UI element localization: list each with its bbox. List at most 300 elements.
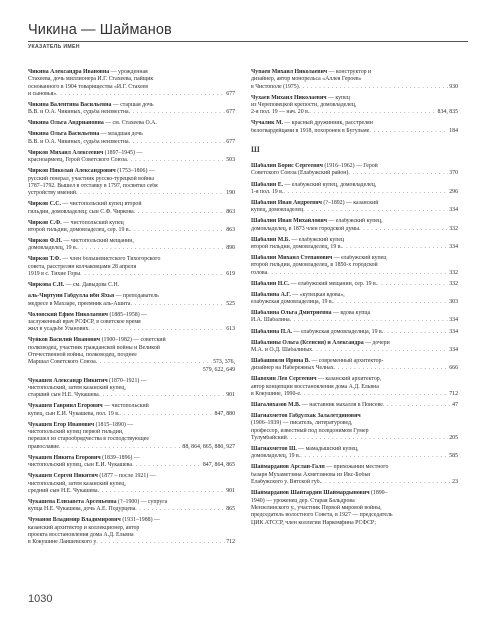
entry-line-with-page: [251, 453, 458, 460]
entry-name: Чоловский Ефим Николаевич: [28, 311, 108, 318]
entry-name: Чукашев Гавриил Егорович: [28, 403, 103, 410]
page-reference: 370: [449, 170, 458, 177]
index-entry: [28, 120, 235, 127]
index-entry: [251, 281, 458, 288]
entry-line: основанного в 1904 товарищества «И.Г. Стахеев: [28, 83, 149, 90]
entry-heading-line: Чукашев Александр Никитич (1870–1921) —: [28, 377, 147, 384]
page-reference: 525: [226, 300, 235, 307]
index-entry: [251, 200, 458, 215]
entry-line: совета, расстрелян колчаковцами 28 апреля: [28, 263, 137, 270]
page-reference: 573, 376,: [213, 359, 235, 366]
index-subtitle: УКАЗАТЕЛЬ ИМЕН: [28, 44, 80, 50]
entry-text: Советского Союза (Елабужский район): [251, 170, 349, 177]
index-entry: [28, 517, 235, 546]
index-entry: [28, 282, 235, 289]
page-reference: 865: [226, 506, 235, 513]
entry-heading-line: Чукашев Егор Иванович (1815–1890) —: [28, 421, 134, 428]
leader-dots: [290, 317, 449, 324]
leader-dots: [80, 271, 225, 278]
page-reference: 847, 864, 865: [202, 462, 235, 469]
entry-name: Чирков С.С.: [28, 201, 61, 208]
entry-line: автор концепции восстановления дома А.Д. Ельвна: [251, 383, 379, 390]
entry-text: чистопольский купец, сын Е.И. Чукашева: [28, 462, 132, 469]
entry-heading-line: Шаймарданов Шайтардин Шаймардынович (1890–: [251, 490, 388, 497]
entry-line-with-page: [251, 435, 458, 442]
index-entry: [251, 413, 458, 442]
entry-line-with-page: [251, 207, 458, 214]
entry-name: Чикина Валентина Васильевна: [28, 102, 112, 109]
entry-heading-line: Чикина Ольга Васильевна — младшая дочь: [28, 131, 143, 138]
entry-line: русский генерал, участник русско-турецкой войны: [28, 175, 154, 182]
entry-name: Чуманов Владимир Владимирович: [28, 517, 121, 524]
entry-line: чистопольский, затем казанский купец,: [28, 480, 126, 487]
leader-dots: [59, 444, 181, 451]
entry-text: домовладелец, 19 в.: [28, 245, 78, 252]
page-reference: 334: [449, 346, 458, 353]
entry-line-with-page: [251, 479, 458, 486]
entry-heading-line: Чукашева Елизавета Арсеньевна (?–1900) — супруга: [28, 498, 168, 505]
index-entry: [28, 238, 235, 253]
leader-dots: [312, 347, 448, 354]
index-entry: [251, 255, 458, 277]
entry-line: базаря Мухаметзяна Ахметзянова из Икс-Бобьи: [251, 471, 371, 478]
entry-line-with-page: [28, 271, 235, 278]
page-reference: 205: [449, 435, 458, 442]
entry-name: Шабалин Иван Михайлович: [251, 218, 328, 225]
entry-line-with-page: [28, 326, 235, 333]
page-reference: 847, 880: [214, 410, 235, 417]
page-reference: 619: [226, 271, 235, 278]
entry-heading-line: Чоловский Ефим Николаевич (1885–1958) —: [28, 311, 147, 318]
entry-text: домовладелец, 19 в.: [251, 453, 301, 460]
entry-heading-line: Чупаев Михаил Николаевич — конструктор и: [251, 69, 372, 75]
entry-heading-line: Шабалина А.Г. — «купецкая вдова»,: [251, 291, 345, 298]
page-reference: 613: [226, 326, 235, 333]
entry-name: Шабалина Ольга Дмитриевна: [251, 310, 332, 317]
entry-text: домовладелец, в 1873 член городской думы: [251, 225, 360, 232]
leader-dots: [129, 139, 226, 146]
leader-dots: [56, 91, 225, 98]
entry-line: Стахеева, дочь миллионера И.Г. Стахеева, пайщик: [28, 76, 154, 83]
entry-text: Шабалин Н.С. — елабужский мещанин, сер. 19 в.: [251, 280, 378, 287]
entry-line-with-page: [251, 329, 458, 336]
entry-heading-line: Шабалины Ольга (Ксенсия) и Александра — дочери: [251, 339, 390, 346]
page-reference: 901: [226, 487, 235, 494]
entry-name: Чирков Ф.Н.: [28, 238, 63, 245]
entry-name: Чикина Ольга Андриановна: [28, 120, 104, 127]
entry-line-with-page: [28, 444, 235, 451]
entry-line-with-page: [251, 365, 458, 372]
entry-heading-line: Чукашев Сергей Никитич (1877 – после 1921) —: [28, 473, 156, 480]
entry-heading-line: Шаймарданов Арслан-Галп — прихожанин местного: [251, 464, 389, 471]
entry-text: И.А. Шабалина: [251, 317, 290, 324]
entry-line-with-page: [251, 84, 458, 91]
entry-name: Чукашев Егор Иванович: [28, 421, 95, 428]
leader-dots: [76, 190, 225, 197]
page-reference: 23: [452, 479, 458, 486]
index-entry: [28, 102, 235, 117]
entry-name: Шабалин М.Б.: [251, 236, 291, 243]
entry-text: 1919 в с. Тихие Горы: [28, 271, 81, 278]
page-reference: 834, 835: [437, 109, 458, 116]
entry-name: Чирков Т.Ф.: [28, 256, 61, 263]
index-entry: [251, 402, 458, 409]
entry-line-with-page: [28, 157, 235, 164]
entry-line-with-page: [28, 539, 235, 546]
leader-dots: [131, 301, 226, 308]
index-entry: [28, 499, 235, 514]
entry-heading-line: Чирков Михаил Алексеевич (1897–1945) —: [28, 149, 143, 156]
entry-line-with-page: [28, 91, 235, 98]
index-entry: [28, 220, 235, 235]
entry-text: в Кокушине Лаишевского у: [28, 539, 97, 546]
entry-name: Чуйков Василий Иванович: [28, 337, 101, 344]
index-entry: [28, 403, 235, 418]
entry-text: жил в усадьбе Уланових: [28, 326, 89, 333]
page-reference: 901: [226, 392, 235, 399]
leader-dots: [129, 109, 226, 116]
entry-heading-line: Чиркова С.Н. — см. Давыдова С.Н.: [28, 282, 120, 289]
index-entry: [251, 340, 458, 355]
entry-name: Шабалина П.А.: [251, 328, 293, 335]
entry-name: Чухаев Михаил Николаевич: [251, 94, 327, 101]
leader-dots: [88, 326, 225, 333]
index-entry: [28, 201, 235, 216]
entry-heading-line: Чирков С.Ф. — чистопольский купец: [28, 219, 124, 226]
entry-line-with-page: [28, 506, 235, 513]
entry-name: Шабалин Е.: [251, 181, 284, 188]
leader-dots: [383, 402, 451, 409]
section-letter: Ш: [251, 145, 260, 155]
entry-name: Чирков Михаил Алексеевич: [28, 149, 104, 156]
entry-line: из Череповецкой крепости, домовладелец,: [251, 102, 357, 109]
leader-dots: [348, 170, 448, 177]
index-entry: [28, 150, 235, 165]
entry-text: Шагалихазов М.В. — наставник махалля в Поисеве: [251, 402, 383, 408]
index-entry: [251, 218, 458, 233]
entry-text: красноармеец, Герой Советского Союза: [28, 157, 127, 164]
entry-heading-line: Чикина Ольга Андриановна — см. Стахеева О.А.: [28, 120, 157, 127]
entry-text: в Чистополе (1975): [251, 83, 299, 90]
leader-dots: [383, 329, 448, 336]
entry-name: Чирков Николай Александрович: [28, 168, 116, 175]
entry-name: Шабалины Ольга (Ксенсия) и Александра: [251, 339, 364, 346]
page-reference: 930: [449, 83, 458, 90]
entry-heading-line: Шагиахметов Ш. — мамадышский купец,: [251, 446, 359, 453]
index-entry: [251, 358, 458, 373]
entry-name: Чукашев Никита Егорович: [28, 454, 101, 461]
entry-heading-line: Шабалин Иван Михайлович — елабужский купец,: [251, 218, 383, 225]
index-entry: [251, 464, 458, 486]
index-entry: [28, 422, 235, 451]
leader-dots: [77, 245, 225, 252]
entry-heading-line: Шабашвили Ирина В. — современный архитектор-: [251, 357, 384, 364]
page-reference: 585: [449, 453, 458, 460]
index-entry: [28, 312, 235, 334]
entry-line-with-page: [28, 109, 235, 116]
index-entry: [251, 95, 458, 117]
index-entry: [28, 378, 235, 400]
page-header: [28, 22, 468, 50]
entry-heading-line: Чукашев Гавриил Егорович — чистопольский: [28, 403, 149, 410]
page-reference: 47: [452, 402, 458, 408]
entry-text: купец, домовладелец: [251, 207, 304, 214]
entry-line: чистопольский, затем казанский купец,: [28, 385, 126, 391]
entry-heading-line: Чирков С.С. — чистопольский купец второй: [28, 201, 142, 208]
index-entry: [251, 120, 458, 135]
entry-heading-line: Чирков Николай Александрович (1753–1806) —: [28, 168, 155, 175]
entry-text: купца Н.Е. Чукашева, дочь А.Е. Подурцева: [28, 506, 136, 513]
index-entry: [251, 292, 458, 307]
entry-text: средний сын Н.Е. Чукашева: [28, 487, 98, 494]
index-entry: [251, 490, 458, 527]
leader-dots: [283, 189, 448, 196]
entry-line: дизайнер, автор монорельса «Аллея Героев»: [251, 76, 362, 83]
entry-name: Шагиахметов Ш.: [251, 446, 297, 453]
leader-dots: [132, 462, 202, 469]
entry-line-with-page: [251, 281, 458, 288]
entry-heading-line: Шабалин Борис Сергеевич (1916–1962) — Герой: [251, 163, 378, 170]
entry-name: Шабалин Борис Сергеевич: [251, 163, 323, 170]
running-title: Чикина — Шайманов: [28, 22, 172, 38]
entry-line: полководец, участник гражданской войны и Великой: [28, 344, 160, 351]
index-entry: [28, 256, 235, 278]
entry-heading-line: Чуйков Василий Иванович (1900–1982) — советский: [28, 337, 166, 344]
page-reference-continued: 579, 622, 649: [202, 366, 235, 373]
entry-text: устройству имений: [28, 190, 77, 197]
entry-line: председатель волостного Совета, в 1927 — председатель: [251, 512, 393, 519]
leader-dots: [130, 227, 225, 234]
entry-line-with-page: [251, 347, 458, 354]
entry-name: Чукашева Елизавета Арсеньевна: [28, 498, 117, 505]
leader-dots: [333, 299, 448, 306]
entry-text: голова: [251, 269, 268, 276]
entry-text: Маршал Советского Союза: [28, 359, 96, 366]
entry-name: Чукашев Сергей Никитич: [28, 473, 98, 480]
leader-dots: [369, 128, 448, 135]
entry-heading-line: Шабалина Ольга Дмитриевна — вдова купца: [251, 310, 371, 317]
leader-dots: [359, 226, 448, 233]
entry-heading-line: Чирков Т.Ф. — член большевистского Тихогорского: [28, 256, 161, 263]
leader-dots: [127, 157, 225, 164]
entry-line-with-page: [251, 189, 458, 196]
entry-line-with-page: [251, 317, 458, 324]
entry-name: Чикина Александра Ивановна: [28, 69, 110, 75]
entry-text: М.А. и О.Д. Шабалиных: [251, 346, 313, 353]
entry-line-with-page: [251, 270, 458, 277]
entry-text: Шабалина П.А. — елабужская домовладелица, 19 в.: [251, 328, 384, 335]
entry-heading-line: Шавохин Лев Сергеевич — казанский архитектор,: [251, 376, 382, 383]
entry-name: Шаймарданов Шайтардин Шаймардынович: [251, 490, 370, 497]
entry-text: Елабужского у. Вятской губ.: [251, 479, 322, 486]
leader-dots: [300, 453, 448, 460]
leader-dots: [96, 359, 212, 366]
entry-text: второй гильдии, домовладелец, сер. 19 в.: [28, 227, 131, 233]
entry-line-with-page: [28, 245, 235, 252]
entry-name: аль-Чиртуни Габдулла ибн Яхья: [28, 293, 115, 300]
entry-text: медресе в Махзаре, преемник аль-Ашита: [28, 300, 131, 307]
page-reference: 334: [449, 207, 458, 214]
entry-heading-line: Чуманов Владимир Владимирович (1931–1988) —: [28, 517, 160, 524]
index-entry: [28, 69, 235, 98]
entry-text: старший сын Н.Е. Чукашева: [28, 392, 99, 399]
right-column: [251, 69, 458, 531]
page-reference: 190: [226, 190, 235, 197]
entry-line: 1787–1792. Вышел в отставку в 1797, посвятил себя: [28, 182, 158, 189]
page-reference: 88, 864, 865, 880, 927: [182, 443, 235, 450]
entry-line-with-page: [28, 488, 235, 495]
page-reference: 712: [449, 390, 458, 397]
entry-name: Чиркова С.Н.: [28, 282, 65, 289]
index-entry: [251, 182, 458, 197]
leader-dots: [334, 365, 449, 372]
entry-name: Шабалина А.Г.: [251, 291, 291, 298]
entry-line: чистопольский купец первой гильдии,: [28, 429, 124, 436]
entry-text: В.В. и О.А. Чикиных, судьба неизвестна: [28, 138, 129, 145]
entry-line: второй гильдии, домовладелец, в 1850-х городской: [251, 262, 378, 269]
entry-line-with-page: [28, 139, 235, 146]
entry-name: Чукашев Александр Никитич: [28, 377, 108, 384]
entry-heading-line: аль-Чиртуни Габдулла ибн Яхья — преподаватель: [28, 293, 159, 300]
entry-line: казанский архитектор и коллекционер, автор: [28, 524, 140, 531]
entry-line: ЦИК АТССР, член коллегии Наркомфина РСФСР;: [251, 519, 376, 526]
entry-line-with-page: [251, 244, 458, 251]
entry-line-with-page: [251, 391, 458, 398]
entry-text: и сыновья»: [28, 91, 57, 98]
page-reference: 303: [449, 299, 458, 306]
page-reference: 334: [449, 243, 458, 250]
index-entry: [28, 473, 235, 495]
page-reference: 334: [449, 328, 458, 335]
entry-line: заслуженный врач РСФСР, в советское время: [28, 318, 141, 325]
index-entry: [28, 337, 235, 374]
entry-heading-line: Чухаев Михаил Николаевич — купец: [251, 94, 350, 101]
page-number: 1030: [28, 593, 53, 605]
entry-name: Шабалин Иван Андреевич: [251, 199, 322, 206]
right-column-bottom: [251, 163, 458, 527]
leader-dots: [287, 435, 448, 442]
entry-line-with-page: [28, 359, 235, 366]
entry-line-with-page: [251, 402, 458, 409]
entry-heading-line: Шабалин М.Б. — елабужский купец: [251, 236, 345, 243]
entry-text: православие: [28, 443, 60, 450]
entry-name: Шабашвили Ирина В.: [251, 357, 311, 364]
right-column-top: [251, 69, 458, 135]
entry-text: В.В. и О.А. Чикиных, судьба неизвестна: [28, 109, 129, 116]
page-reference: 712: [226, 539, 235, 546]
index-entry: [251, 310, 458, 325]
leader-dots: [321, 479, 451, 486]
leader-dots: [119, 411, 213, 418]
entry-line-with-page: [28, 190, 235, 197]
index-entry: [251, 329, 458, 336]
entry-text: белогвардейцами в 1918, похоронен в Бугульме: [251, 127, 370, 134]
page-reference: 677: [226, 138, 235, 145]
page-reference: 334: [449, 317, 458, 324]
index-entry: [251, 237, 458, 252]
entry-line-with-page: [28, 301, 235, 308]
index-entry: [251, 163, 458, 178]
entry-line: 1940) — уроженец дер. Старая Бальдрова: [251, 497, 355, 504]
entry-line-with-page: [28, 462, 235, 469]
index-entry: [28, 293, 235, 308]
entry-line-with-page: [251, 109, 458, 116]
entry-text: елабужская домовладелица, 19 в.: [251, 299, 334, 306]
entry-text: 1-я пол. 19 в.: [251, 188, 284, 195]
page-reference: 503: [226, 157, 235, 164]
index-entry: [28, 131, 235, 146]
entry-name: Шаймарданов Арслан-Галп: [251, 464, 325, 471]
entry-line: проекта восстановления дома А.Д. Ельвна: [28, 531, 134, 538]
index-entry: [251, 446, 458, 461]
page-reference: 863: [226, 208, 235, 215]
entry-text: Тулумбайский: [251, 435, 287, 442]
leader-dots: [309, 109, 436, 116]
page-reference: 677: [226, 91, 235, 98]
entry-text: второй гильдии, домовладелец, 19 в.: [251, 243, 342, 250]
page-reference: 666: [449, 365, 458, 372]
entry-name: Шабалин Н.С.: [251, 280, 290, 287]
entry-text: в Кокушине, 1990-е: [251, 390, 300, 397]
leader-dots: [300, 391, 448, 398]
entry-name: Чупаев Михаил Николаевич: [251, 69, 328, 75]
entry-text: 2-я пол. 19 — нач. 20 в.: [251, 109, 310, 116]
page-reference: 184: [449, 127, 458, 134]
left-column: [28, 69, 235, 550]
leader-dots: [299, 84, 449, 91]
index-entry: [28, 168, 235, 197]
leader-dots: [342, 244, 448, 251]
entry-heading-line: Чирков Ф.Н. — чистопольский мещанин,: [28, 238, 134, 245]
entry-name: Чикина Ольга Васильевна: [28, 131, 100, 138]
page-reference: 677: [226, 109, 235, 116]
header-rule: [28, 41, 468, 42]
entry-line: перешел из старообрядчества в господствующее: [28, 436, 149, 443]
entry-heading-line: Чукашев Никита Егорович (1839–1896) —: [28, 454, 140, 461]
leader-dots: [135, 506, 225, 513]
entry-line-with-page: [251, 299, 458, 306]
entry-heading-line: Шабалин Иван Андреевич (?–1892) — казанский: [251, 199, 379, 206]
entry-heading-line: Шабалин Михаил Степанович — елабужский купец: [251, 255, 387, 261]
entry-text: купец, сын Е.И. Чукашева, пол. 19 в.: [28, 410, 120, 417]
entry-name: Чирков С.Ф.: [28, 219, 62, 226]
page-reference: 890: [226, 245, 235, 252]
entry-line: Мензелинского у., участник Первой мировой войны,: [251, 504, 382, 511]
index-entry: [251, 376, 458, 398]
leader-dots: [377, 281, 448, 288]
leader-dots: [96, 539, 225, 546]
index-entry: [251, 69, 458, 91]
entry-line-with-page: [28, 227, 235, 234]
entry-name: Шабалин Михаил Степанович: [251, 255, 333, 261]
entry-name: Чучалик М.: [251, 120, 283, 127]
leader-dots: [99, 392, 226, 399]
index-entry: [28, 455, 235, 470]
entry-text: гильдии, домовладелец; сын С.Ф. Чиркова: [28, 208, 134, 215]
entry-heading-line: Шабалин Е. — елабужский купец, домовладелец,: [251, 181, 377, 188]
entry-line: профессор, известный под псевдонимом Гумер: [251, 427, 369, 434]
leader-dots: [303, 207, 448, 214]
entry-line: Отечественной войны, полководец, позднее: [28, 351, 137, 358]
entry-heading-line: [251, 413, 458, 420]
entry-line-with-page: [251, 170, 458, 177]
page-reference: 332: [449, 269, 458, 276]
entry-line-with-page: [251, 226, 458, 233]
entry-text: дизайнер на Набережных Челнах: [251, 365, 334, 372]
entry-heading-line: Чучалик М. — красный дружинник, расстрелян: [251, 120, 373, 127]
leader-dots: [134, 209, 226, 216]
page-reference: 296: [449, 188, 458, 195]
